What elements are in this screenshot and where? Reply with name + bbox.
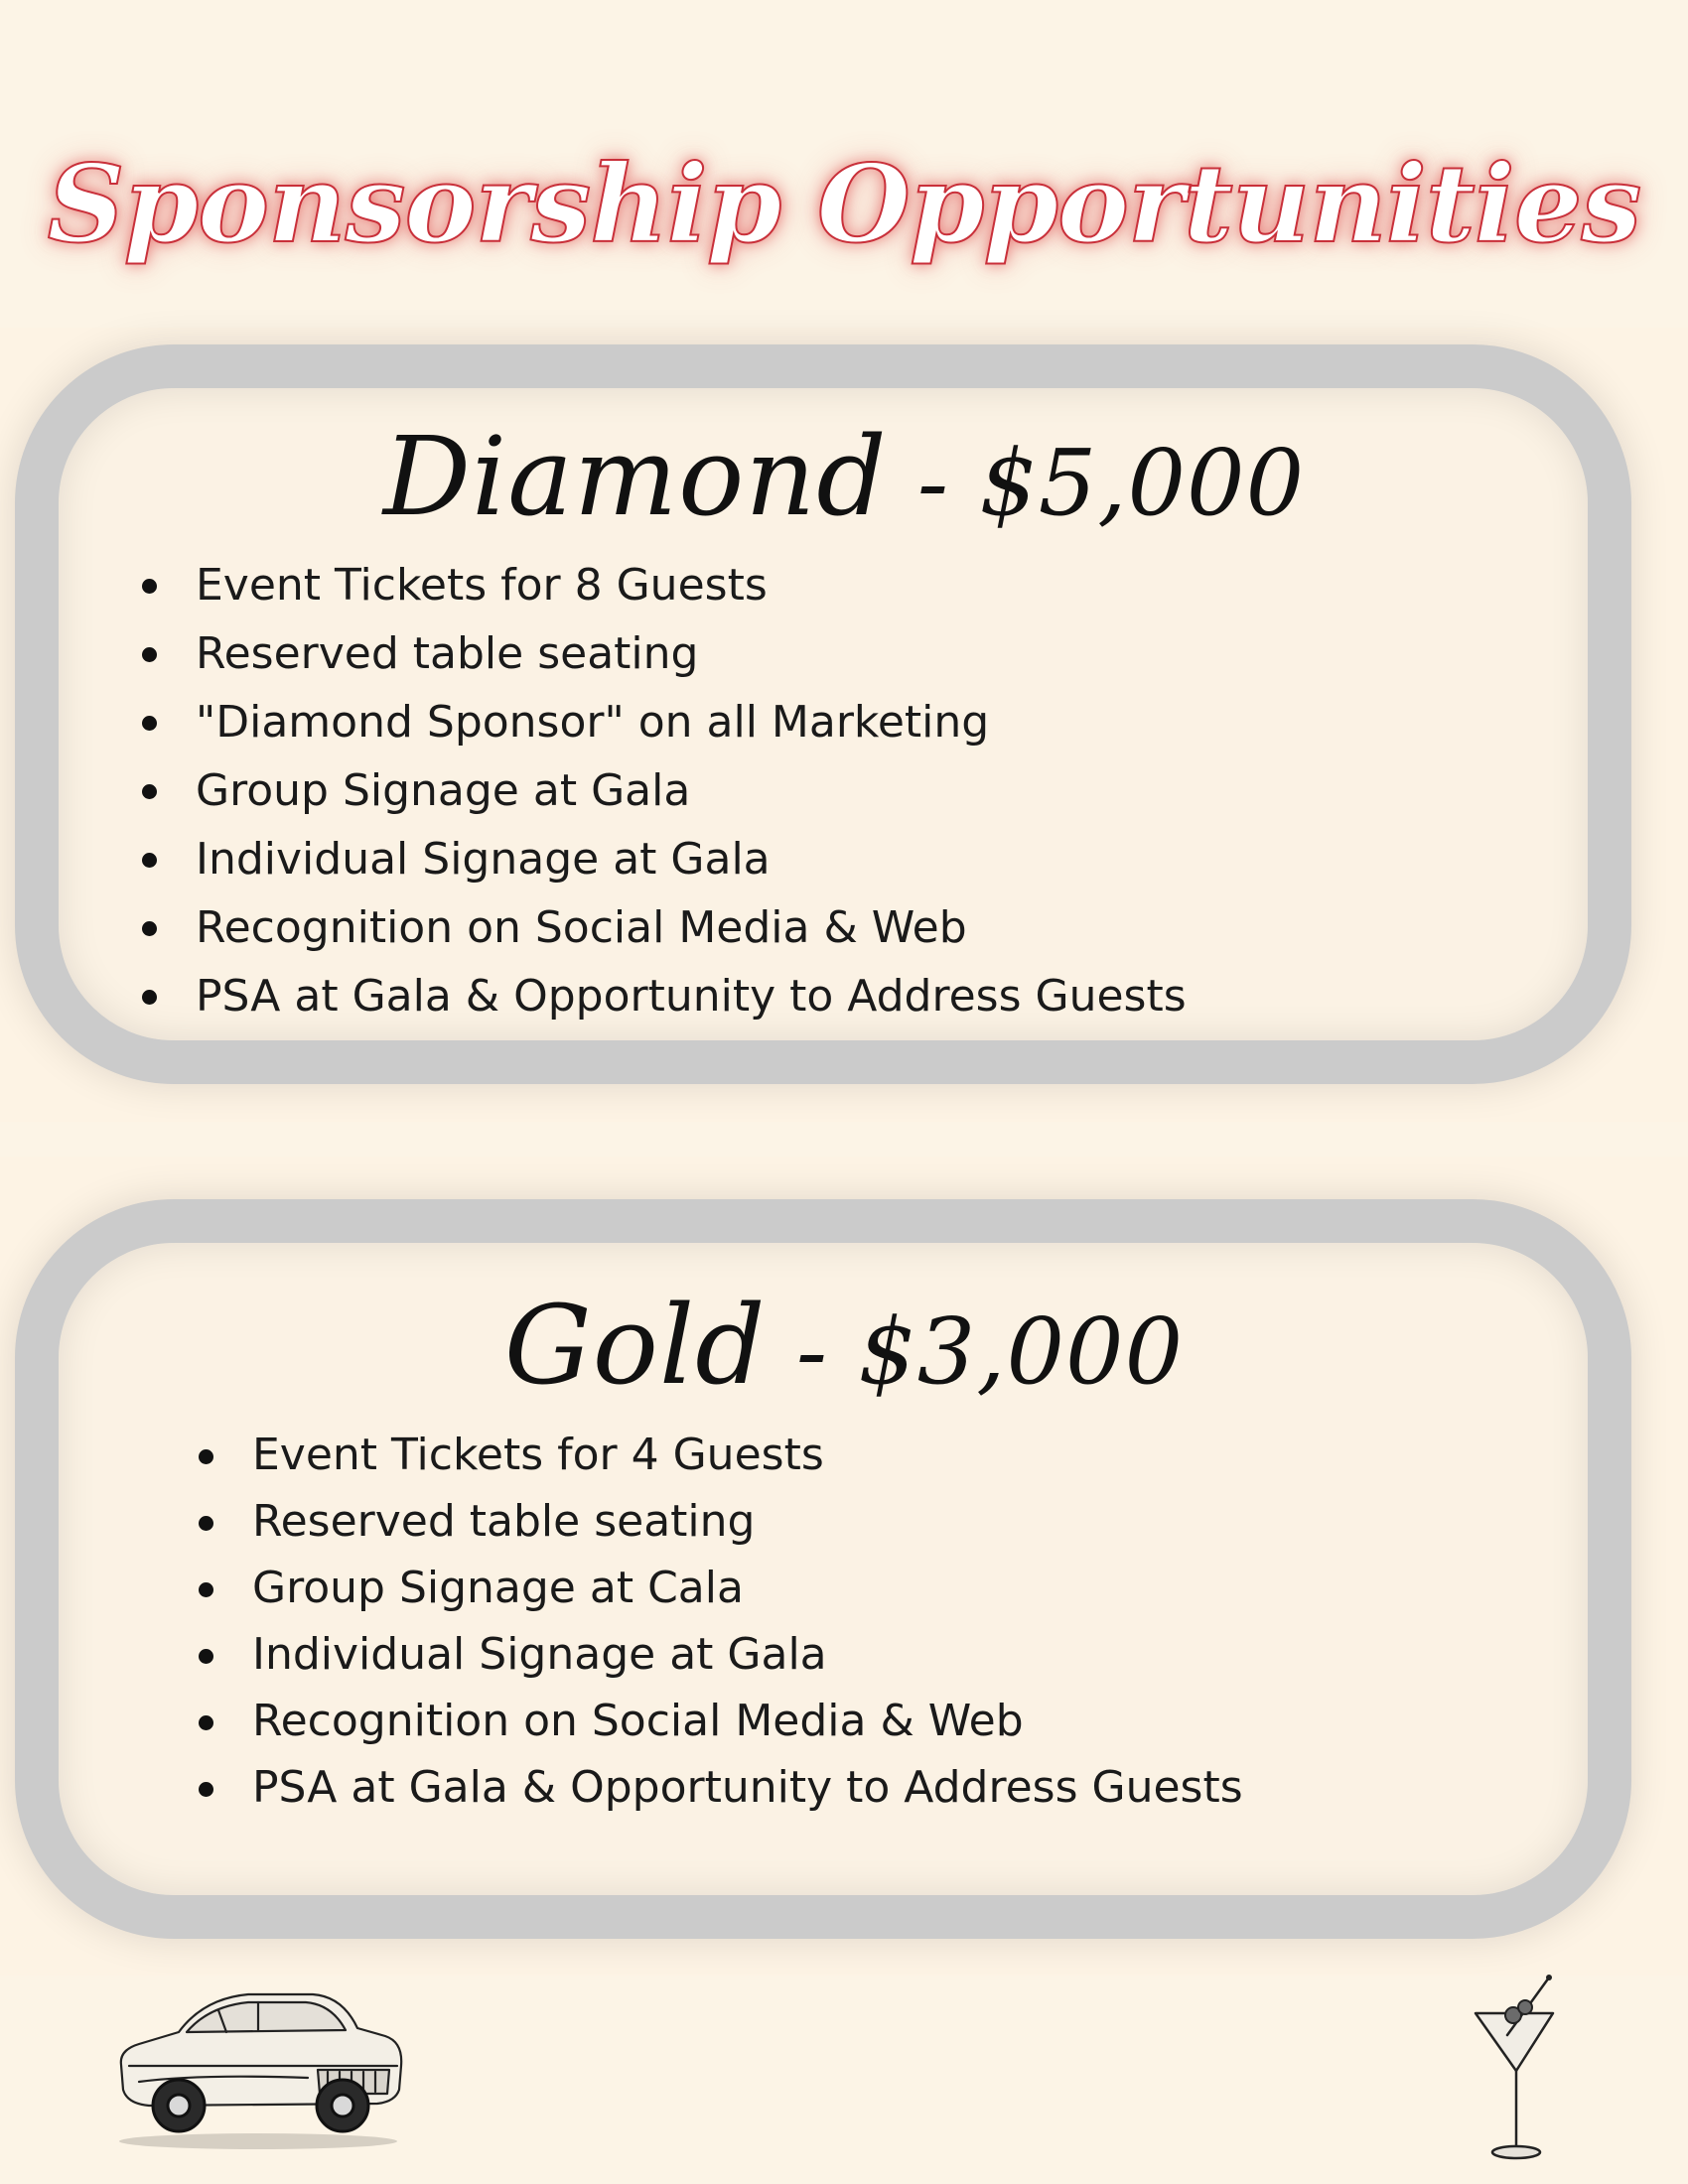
gold-tier-heading — [0, 1282, 1688, 1409]
vintage-car-icon — [109, 1971, 407, 2159]
list-item — [199, 1422, 1243, 1488]
bullet-icon — [199, 1715, 213, 1730]
benefit-text: PSA at Gala & Opportunity to Address Guests — [252, 1762, 1243, 1813]
list-item — [199, 1488, 1243, 1555]
benefit-text: Group Signage at Gala — [196, 765, 691, 816]
list-item — [142, 825, 1187, 893]
list-item — [199, 1754, 1243, 1821]
benefit-text: Group Signage at Cala — [252, 1563, 744, 1613]
benefit-text: Reserved table seating — [196, 628, 699, 679]
tier-separator: - — [916, 430, 949, 536]
list-item — [142, 551, 1187, 619]
bullet-icon — [199, 1449, 213, 1464]
martini-glass-icon — [1470, 1974, 1559, 2167]
page-title: Sponsorship Opportunities — [47, 142, 1641, 268]
bullet-icon — [199, 1582, 213, 1597]
list-item — [199, 1621, 1243, 1688]
bullet-icon — [142, 784, 157, 799]
benefit-text: Individual Signage at Gala — [196, 834, 771, 885]
list-item — [142, 756, 1187, 825]
benefit-text: PSA at Gala & Opportunity to Address Guests — [196, 971, 1187, 1022]
bullet-icon — [142, 647, 157, 662]
bullet-icon — [142, 853, 157, 868]
bullet-icon — [199, 1516, 213, 1531]
benefit-text: Event Tickets for 4 Guests — [252, 1430, 824, 1480]
bullet-icon — [199, 1782, 213, 1797]
bullet-icon — [142, 716, 157, 731]
benefit-text: Recognition on Social Media & Web — [252, 1696, 1024, 1746]
diamond-benefits-list — [142, 551, 1187, 1030]
tier-price: $3,000 — [858, 1298, 1185, 1405]
bullet-icon — [142, 990, 157, 1005]
benefit-text: Reserved table seating — [252, 1496, 756, 1547]
list-item — [199, 1555, 1243, 1621]
list-item — [142, 962, 1187, 1030]
tier-name: Diamond — [382, 413, 888, 540]
tier-price: $5,000 — [979, 430, 1306, 536]
benefit-text: Individual Signage at Gala — [252, 1629, 827, 1680]
benefit-text: Event Tickets for 8 Guests — [196, 560, 768, 611]
bullet-icon — [142, 921, 157, 936]
list-item — [142, 619, 1187, 688]
benefit-text: Recognition on Social Media & Web — [196, 902, 967, 953]
list-item — [199, 1688, 1243, 1754]
benefit-text: "Diamond Sponsor" on all Marketing — [196, 697, 990, 748]
list-item — [142, 893, 1187, 962]
tier-separator: - — [795, 1298, 828, 1405]
list-item — [142, 688, 1187, 756]
diamond-tier-heading — [0, 413, 1688, 540]
gold-benefits-list — [199, 1422, 1243, 1821]
tier-name: Gold — [503, 1282, 767, 1409]
bullet-icon — [199, 1649, 213, 1664]
bullet-icon — [142, 579, 157, 594]
